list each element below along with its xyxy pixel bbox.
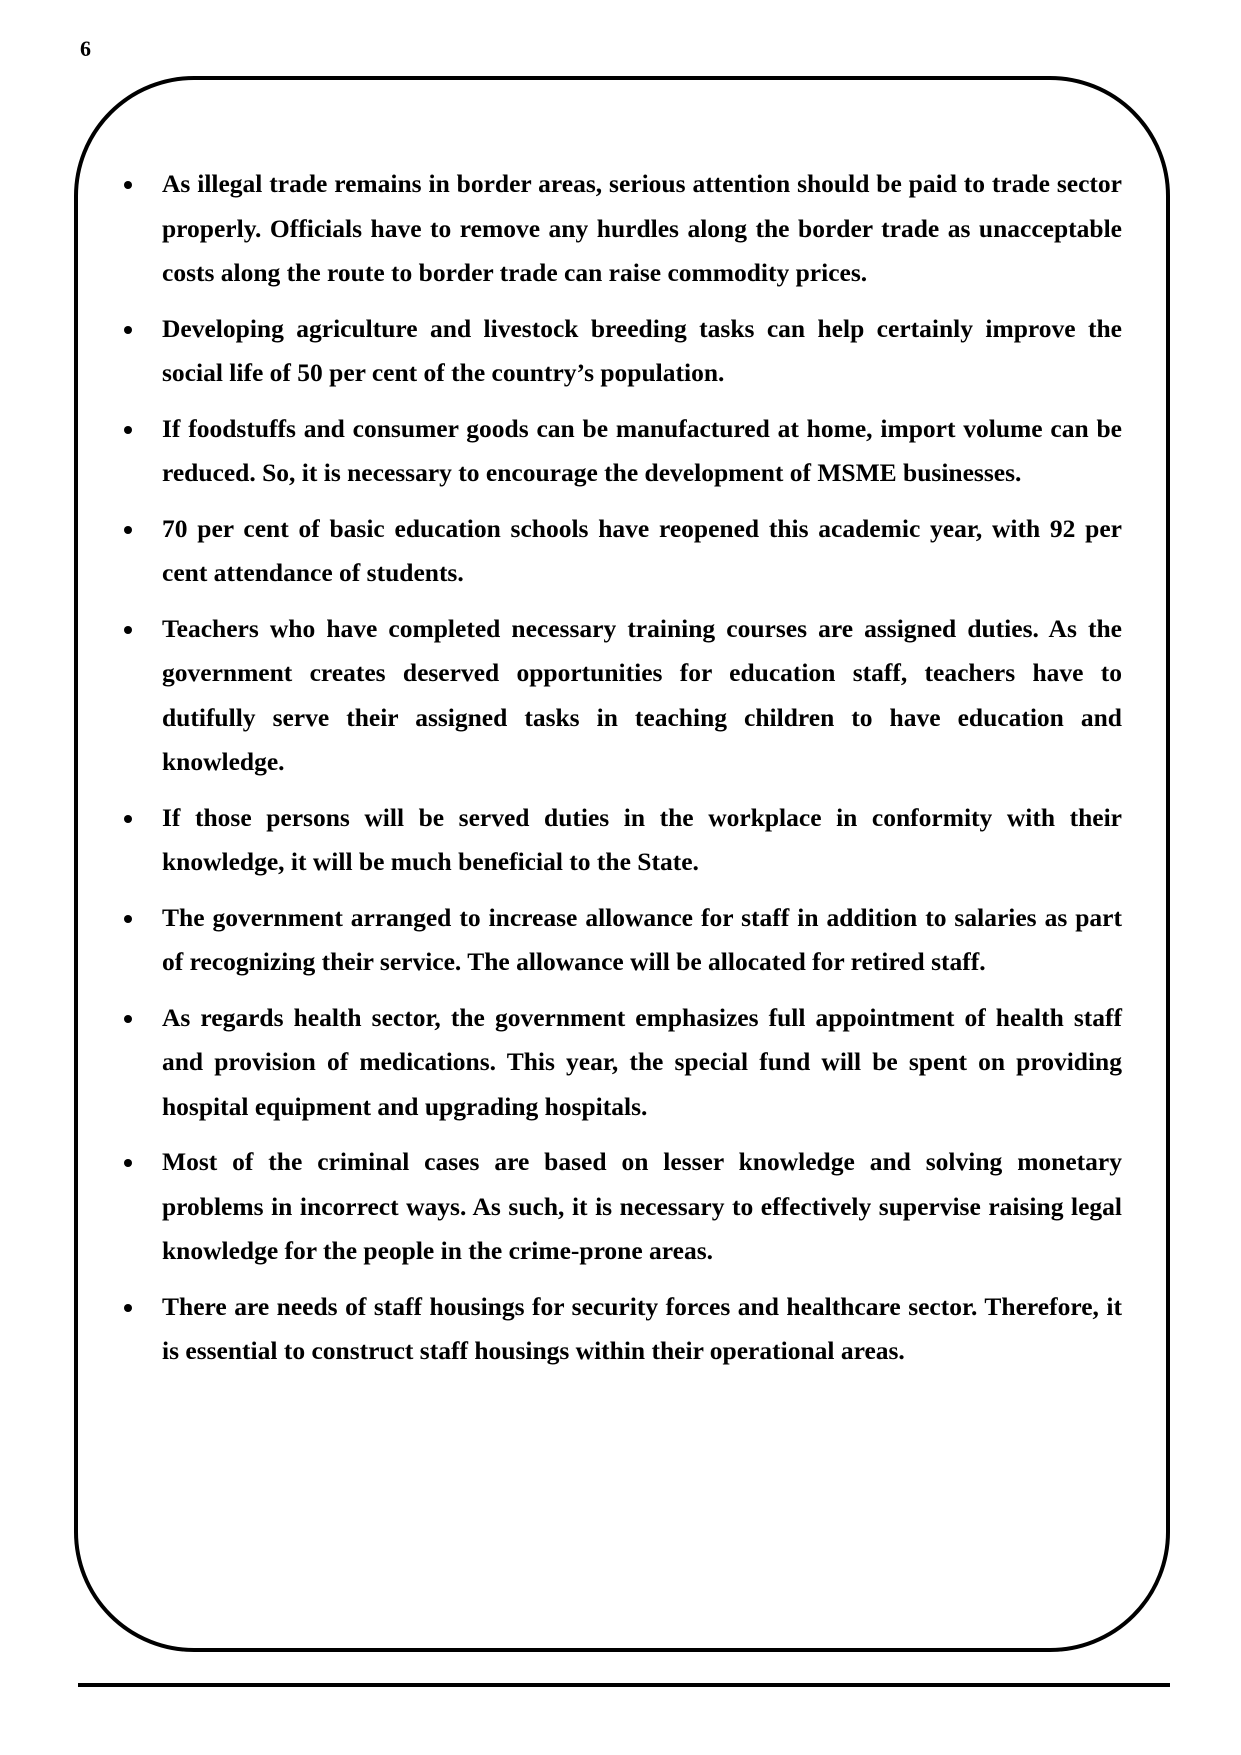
bullet-item (118, 1285, 1122, 1374)
bullet-item (118, 607, 1122, 785)
bullet-icon (124, 526, 132, 534)
bullet-item (118, 307, 1122, 396)
bullet-text: As illegal trade remains in border areas, serious attention should be paid to trade sector properly. Officials have to remove any hurdles along the border trade as unacceptable costs along the route to border trade can raise commodity prices. (162, 169, 1122, 287)
bullet-icon (124, 815, 132, 823)
page-number: 6 (80, 36, 91, 61)
bullet-item (118, 162, 1122, 296)
bullet-item (118, 1140, 1122, 1274)
bullet-text: If foodstuffs and consumer goods can be manufactured at home, import volume can be reduced. So, it is necessary to encourage the development of MSME businesses. (162, 413, 1122, 487)
bullet-icon (124, 626, 132, 634)
bullet-icon (124, 326, 132, 334)
bullet-text: The government arranged to increase allowance for staff in addition to salaries as part of recognizing their service. The allowance will be allocated for retired staff. (162, 902, 1122, 976)
bullet-icon (124, 181, 132, 189)
bullet-item (118, 407, 1122, 496)
bullet-text: If those persons will be served duties in the workplace in conformity with their knowledge, it will be much beneficial to the State. (162, 802, 1122, 876)
bullet-item (118, 796, 1122, 885)
bullet-item (118, 996, 1122, 1130)
bullet-icon (124, 915, 132, 923)
bullet-text: There are needs of staff housings for security forces and healthcare sector. Therefore, it is essential to construct staff housings within their operational areas. (162, 1291, 1122, 1365)
bullet-text: Teachers who have completed necessary training courses are assigned duties. As the government creates deserved opportunities for education staff, teachers have to dutifully serve their assigned tasks in teaching children to have education and knowledge. (162, 613, 1122, 776)
bullet-item (118, 507, 1122, 596)
footer-divider (78, 1683, 1170, 1687)
bullet-text: Developing agriculture and livestock breeding tasks can help certainly improve the social life of 50 per cent of the country’s population. (162, 313, 1122, 387)
bullet-icon (124, 1304, 132, 1312)
bullet-item (118, 896, 1122, 985)
bullet-icon (124, 426, 132, 434)
bullet-text: As regards health sector, the government emphasizes full appointment of health staff and provision of medications. This year, the special fund will be spent on providing hospital equipment and upgrading hospitals. (162, 1002, 1122, 1121)
bullet-icon (124, 1159, 132, 1167)
bullet-text: Most of the criminal cases are based on lesser knowledge and solving monetary problems in incorrect ways. As such, it is necessary to effectively supervise raising legal knowledge for the people in the crime-prone areas. (162, 1147, 1122, 1265)
bullet-text: 70 per cent of basic education schools have reopened this academic year, with 92 per cent attendance of students. (162, 513, 1122, 587)
bullet-list (118, 162, 1122, 1385)
bullet-icon (124, 1015, 132, 1023)
